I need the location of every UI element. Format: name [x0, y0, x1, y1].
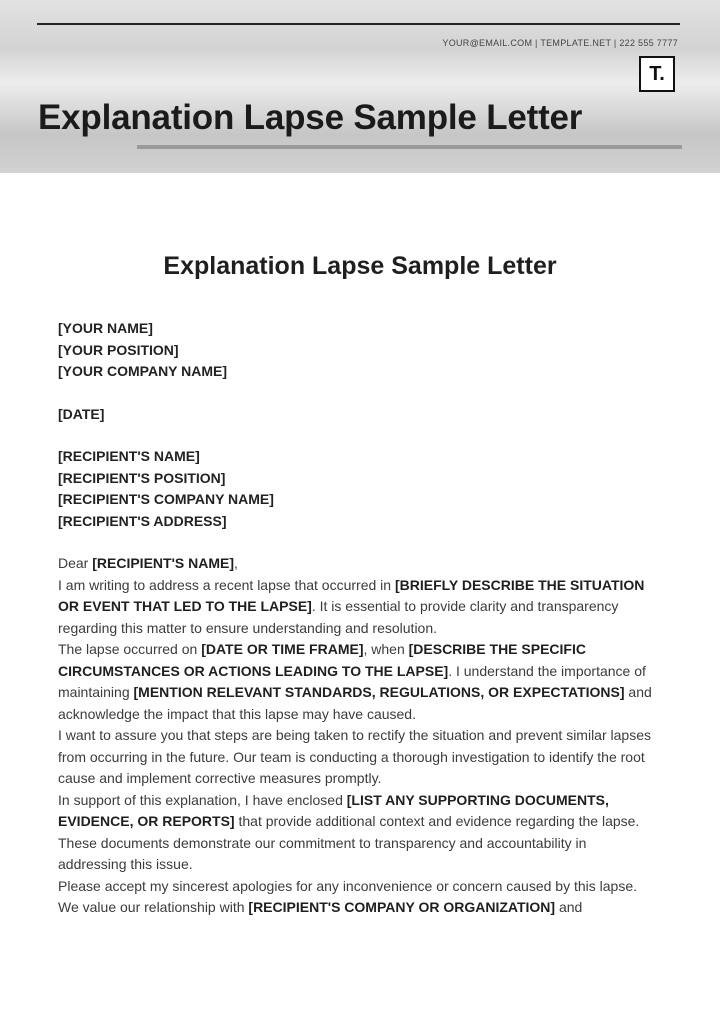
p2-placeholder-1: [DATE OR TIME FRAME]: [201, 641, 364, 657]
p1-text-2: . It is essential to provide clarity and transparency regarding this matter to ensure understanding and resolution.: [58, 598, 619, 636]
paragraph-4: [58, 790, 658, 876]
p2-text-2: , when: [363, 641, 409, 657]
p1-placeholder-1: [BRIEFLY DESCRIBE THE SITUATION OR EVENT THAT LED TO THE LAPSE]: [58, 576, 645, 614]
header-contact-info: YOUR@EMAIL.COM | TEMPLATE.NET | 222 555 7777: [442, 38, 678, 48]
date-block: [58, 404, 658, 426]
p5-text-1: Please accept my sincerest apologies for any inconvenience or concern caused by this lapse. We value our relationship with: [58, 877, 637, 915]
salutation-prefix: Dear: [58, 555, 93, 571]
p2-text-1: The lapse occurred on: [58, 641, 202, 657]
recipient-block: [58, 446, 658, 532]
sender-block: [58, 318, 658, 383]
sender-name: [YOUR NAME]: [58, 320, 153, 336]
p2-placeholder-2: [DESCRIBE THE SPECIFIC CIRCUMSTANCES OR ACTIONS LEADING TO THE LAPSE]: [58, 641, 586, 679]
recipient-position: [RECIPIENT'S POSITION]: [58, 469, 226, 486]
salutation: [58, 553, 658, 575]
paragraph-2: [58, 639, 658, 725]
p5-placeholder-1: [RECIPIENT'S COMPANY OR ORGANIZATION]: [248, 899, 556, 915]
header-top-rule: [37, 23, 680, 25]
letter-body: [58, 318, 658, 919]
sender-company: [YOUR COMPANY NAME]: [58, 363, 228, 379]
p4-text-2: that provide additional context and evidence regarding the lapse. These documents demonstrate our commitment to transparency and accountability in addressing this issue.: [58, 813, 640, 872]
p3-text-1: I want to assure you that steps are being taken to rectify the situation and prevent similar lapses from occurring in the future. Our team is conducting a thorough investigation to identify the root cause and implement corrective measures promptly.: [58, 727, 651, 786]
p2-text-4: and acknowledge the impact that this lapse may have caused.: [58, 684, 652, 722]
p2-placeholder-3: [MENTION RELEVANT STANDARDS, REGULATIONS, OR EXPECTATIONS]: [133, 684, 625, 700]
recipient-company: [RECIPIENT'S COMPANY NAME]: [58, 491, 274, 507]
salutation-name: [RECIPIENT'S NAME]: [92, 555, 235, 571]
letter-date: [DATE]: [58, 405, 105, 422]
paragraph-1: [58, 575, 658, 640]
document-header: [0, 0, 720, 173]
p4-text-1: In support of this explanation, I have enclosed: [58, 791, 347, 808]
recipient-address: [RECIPIENT'S ADDRESS]: [58, 512, 227, 529]
p1-text-1: I am writing to address a recent lapse that occurred in: [58, 576, 395, 593]
template-logo: T.: [639, 56, 675, 92]
document-title: Explanation Lapse Sample Letter: [163, 252, 557, 280]
salutation-suffix: ,: [234, 555, 238, 571]
paragraph-3: [58, 725, 658, 790]
p4-placeholder-1: [LIST ANY SUPPORTING DOCUMENTS, EVIDENCE, OR REPORTS]: [58, 791, 609, 829]
paragraph-5: [58, 876, 658, 919]
header-bottom-rule: [137, 145, 682, 149]
header-title: Explanation Lapse Sample Letter: [38, 98, 583, 137]
p5-text-2: and: [555, 899, 583, 915]
p2-text-3: . I understand the importance of maintaining: [58, 662, 646, 700]
recipient-name: [RECIPIENT'S NAME]: [58, 448, 200, 464]
sender-position: [YOUR POSITION]: [58, 341, 179, 358]
